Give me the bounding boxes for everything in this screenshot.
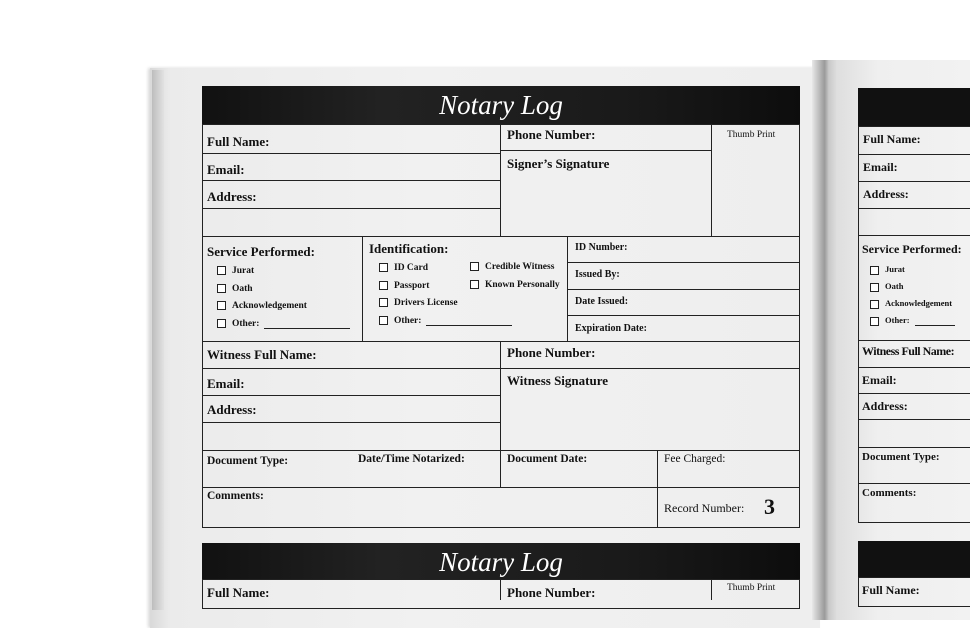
checkbox[interactable] — [470, 262, 479, 271]
right-service-heading: Service Performed: — [862, 242, 962, 256]
expiration-date-label: Expiration Date: — [575, 323, 647, 334]
thumb-print-label: Thumb Print — [727, 130, 776, 140]
log-title-banner-next — [202, 543, 800, 580]
checkbox[interactable] — [217, 266, 226, 275]
service-option-jurat[interactable]: Jurat — [217, 266, 254, 276]
signer-signature-label: Signer’s Signature — [507, 156, 610, 171]
phone-number-label: Phone Number: — [507, 127, 596, 142]
checkbox[interactable] — [379, 281, 388, 290]
id-number-label: ID Number: — [575, 242, 628, 253]
right-address2-label: Address: — [862, 399, 908, 413]
checkbox[interactable] — [217, 301, 226, 310]
id-option-drivers-license[interactable]: Drivers License — [379, 298, 458, 308]
witness-address-label: Address: — [207, 402, 257, 417]
email-label: Email: — [207, 162, 245, 177]
next-thumb-print-label: Thumb Print — [727, 583, 776, 593]
checkbox[interactable] — [870, 266, 879, 275]
checkbox[interactable] — [217, 319, 226, 328]
witness-full-name-label: Witness Full Name: — [207, 347, 317, 362]
log-title: Notary Log — [439, 90, 563, 120]
right-comments-label: Comments: — [862, 487, 917, 499]
checkbox[interactable] — [379, 316, 388, 325]
right-address-label: Address: — [863, 187, 909, 201]
right-option-other[interactable]: Other: — [870, 315, 955, 326]
id-option-other[interactable]: Other: — [379, 316, 512, 326]
next-phone-label: Phone Number: — [507, 585, 596, 600]
checkbox[interactable] — [870, 317, 879, 326]
right-witness-full-name-label: Witness Full Name: — [862, 344, 955, 358]
document-date-label: Document Date: — [507, 453, 588, 465]
right-banner-next — [858, 541, 970, 577]
fee-charged-label: Fee Charged: — [664, 453, 726, 465]
checkbox[interactable] — [217, 284, 226, 293]
log-title-next: Notary Log — [439, 547, 563, 577]
service-option-oath[interactable]: Oath — [217, 284, 253, 294]
next-full-name-label: Full Name: — [207, 585, 270, 600]
comments-label: Comments: — [207, 490, 264, 502]
right-full-name-label: Full Name: — [863, 132, 921, 146]
id-option-credible-witness[interactable]: Credible Witness — [470, 262, 554, 272]
log-title-banner — [202, 86, 800, 124]
right-option-acknowledgement[interactable]: Acknowledgement — [870, 298, 952, 309]
checkbox[interactable] — [870, 300, 879, 309]
checkbox[interactable] — [379, 263, 388, 272]
witness-phone-label: Phone Number: — [507, 345, 596, 360]
right-option-jurat[interactable]: Jurat — [870, 264, 905, 275]
document-type-label: Document Type: — [207, 455, 289, 467]
id-option-known-personally[interactable]: Known Personally — [470, 280, 560, 290]
record-number-label: Record Number: — [664, 501, 745, 515]
page-edge — [152, 70, 164, 610]
right-document-type-label: Document Type: — [862, 451, 940, 463]
right-banner — [858, 88, 970, 126]
id-option-passport[interactable]: Passport — [379, 281, 429, 291]
address-label: Address: — [207, 189, 257, 204]
id-option-id-card[interactable]: ID Card — [379, 263, 428, 273]
date-issued-label: Date Issued: — [575, 296, 629, 307]
identification-heading: Identification: — [369, 241, 449, 256]
service-option-acknowledgement[interactable]: Acknowledgement — [217, 301, 307, 311]
service-option-other[interactable]: Other: — [217, 319, 350, 329]
right-email2-label: Email: — [862, 373, 897, 387]
right-email-label: Email: — [863, 160, 898, 174]
issued-by-label: Issued By: — [575, 269, 620, 280]
checkbox[interactable] — [379, 298, 388, 307]
right-full-name2-label: Full Name: — [862, 583, 920, 597]
full-name-label: Full Name: — [207, 134, 270, 149]
witness-signature-label: Witness Signature — [507, 373, 609, 388]
witness-email-label: Email: — [207, 376, 245, 391]
record-number-value: 3 — [764, 494, 775, 519]
checkbox[interactable] — [870, 283, 879, 292]
date-time-notarized-label: Date/Time Notarized: — [358, 453, 465, 465]
right-option-oath[interactable]: Oath — [870, 281, 903, 292]
checkbox[interactable] — [470, 280, 479, 289]
service-performed-heading: Service Performed: — [207, 244, 315, 259]
